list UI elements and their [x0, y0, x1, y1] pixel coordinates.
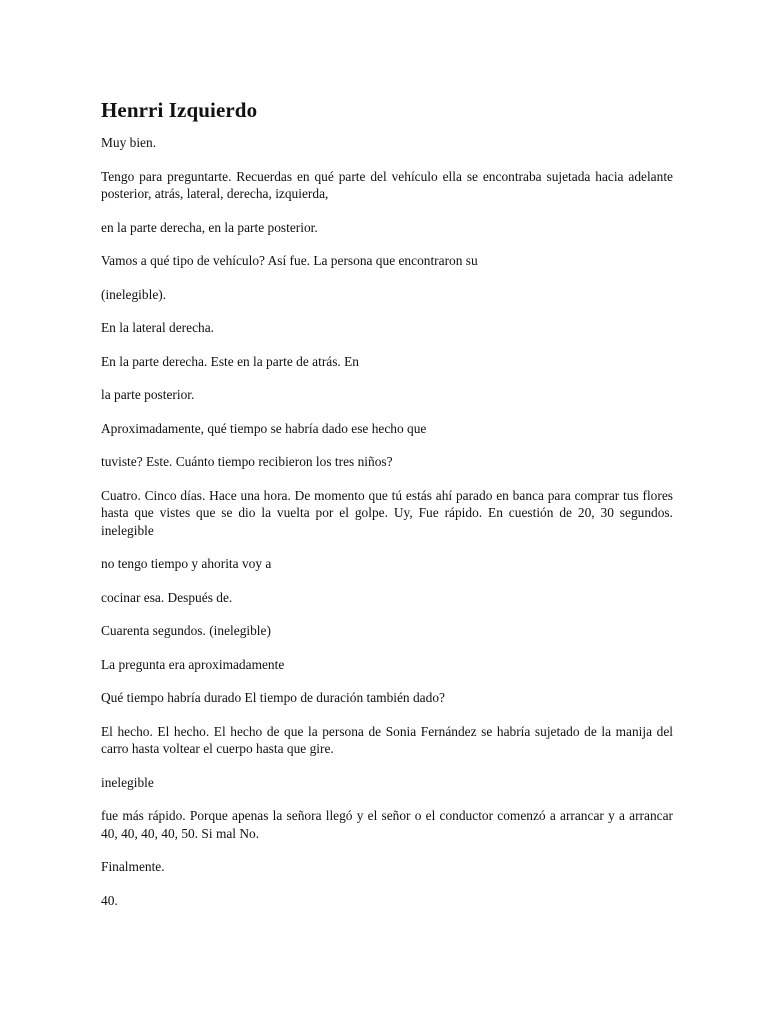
paragraph: En la parte derecha. Este en la parte de atrás. En	[101, 353, 360, 369]
paragraph: no tengo tiempo y ahorita voy a	[101, 556, 272, 571]
paragraph: Finalmente.	[101, 859, 165, 874]
paragraph: En la lateral derecha.	[101, 320, 215, 335]
paragraph: Muy bien.	[101, 135, 157, 150]
paragraph: inelegible	[101, 774, 154, 790]
paragraph: cocinar esa. Después de.	[101, 589, 233, 605]
paragraph: la parte posterior.	[101, 387, 195, 402]
paragraph: Tengo para preguntarte. Recuerdas en qué parte del vehículo ella se encontraba sujetada hacia adelante posterior, atrás, lateral, derecha, izquierda,	[101, 168, 673, 201]
paragraph: Qué tiempo habría durado El tiempo de duración también dado?	[101, 690, 445, 705]
paragraph: en la parte derecha, en la parte posterior.	[101, 219, 318, 235]
paragraph: La pregunta era aproximadamente	[101, 656, 285, 672]
document-title: Henrri Izquierdo	[101, 98, 258, 122]
paragraph: fue más rápido. Porque apenas la señora llegó y el señor o el conductor comenzó a arrancar y a arrancar 40, 40, 40, 40, 50. Si mal No.	[101, 808, 673, 841]
paragraph: Cuarenta segundos. (inelegible)	[101, 623, 271, 638]
paragraph: Aproximadamente, qué tiempo se habría dado ese hecho que	[101, 420, 427, 436]
paragraph: Cuatro. Cinco días. Hace una hora. De momento que tú estás ahí parado en banca para comprar tus flores hasta que vistes que se dio la vuelta por el golpe. Uy, Fue rápido. En cuestión de 20, 30 segundos. inelegible	[101, 487, 673, 538]
paragraph: (inelegible).	[101, 286, 167, 302]
paragraph: El hecho. El hecho. El hecho de que la persona de Sonia Fernández se habría sujetado de la manija del carro hasta voltear el cuerpo hasta que gire.	[101, 723, 673, 756]
paragraph: Vamos a qué tipo de vehículo? Así fue. La persona que encontraron su	[101, 253, 478, 268]
paragraph: 40.	[101, 892, 118, 908]
paragraph: tuviste? Este. Cuánto tiempo recibieron los tres niños?	[101, 454, 393, 469]
